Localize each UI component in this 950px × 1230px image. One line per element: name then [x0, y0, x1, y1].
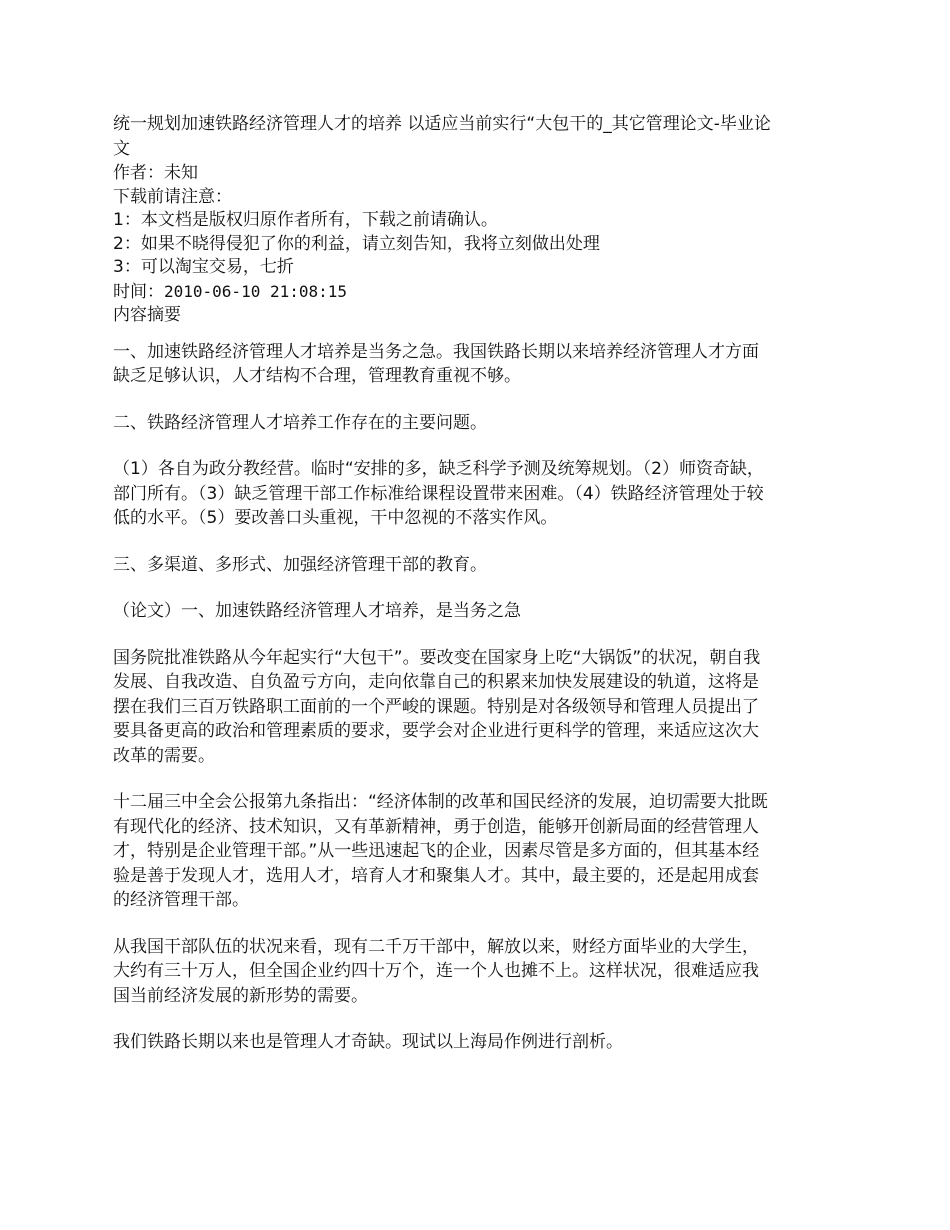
time-label: 时间： [113, 281, 164, 302]
note-line-1: 1：本文档是版权归原作者所有，下载之前请确认。 [113, 210, 498, 230]
paragraph-6: 国务院批准铁路从今年起实行“大包干”。要改变在国家身上吃“大锅饭”的状况，朝自我发展、自我改造、自负盈亏方向，走向依靠自己的积累来加快发展建设的轨道，这将是摆在我们三百万铁路职工面前的一个严峻的课题。特别是对各级领导和管理人员提出了要具备更高的政治和管理素质的要求，要学会对企业进行更科学的管理，来适应这次大改革的需要。 [113, 647, 761, 766]
author-line: 作者：未知 [113, 163, 198, 183]
paragraph-1: 一、加速铁路经济管理人才培养是当务之急。我国铁路长期以来培养经济管理人才方面缺乏足够认识，人才结构不合理，管理教育重视不够。 [113, 341, 759, 386]
paragraph-8: 从我国干部队伍的状况来看，现有二千万干部中，解放以来，财经方面毕业的大学生，大约有三十万人，但全国企业约四十万个，连一个人也摊不上。这样状况，很难适应我国当前经济发展的新形势的需要。 [113, 936, 759, 1006]
document-title: 统一规划加速铁路经济管理人才的培养 以适应当前实行“大包干的_其它管理论文-毕业论文 [113, 114, 771, 159]
document-page [113, 112, 773, 1055]
paragraph-9: 我们铁路长期以来也是管理人才奇缺。现试以上海局作例进行剖析。 [113, 1032, 623, 1052]
paragraph-2: 二、铁路经济管理人才培养工作存在的主要问题。 [113, 412, 487, 433]
time-value: 2010-06-10 21:08:15 [164, 281, 348, 301]
note-line-3: 3：可以淘宝交易，七折 [113, 257, 294, 277]
time-line [113, 280, 773, 305]
download-note-header: 下载前请注意： [113, 186, 232, 207]
summary-label: 内容摘要 [113, 305, 181, 325]
paragraph-4: 三、多渠道、多形式、加强经济管理干部的教育。 [113, 554, 487, 575]
paragraph-5: （论文）一、加速铁路经济管理人才培养，是当务之急 [113, 601, 521, 621]
paragraph-3: （1）各自为政分教经营。临时“安排的多，缺乏科学予测及统筹规划。（2）师资奇缺，部门所有。（3）缺乏管理干部工作标准给课程设置带来困难。（4）铁路经济管理处于较低的水平。（5）要改善口头重视，干中忽视的不落实作风。 [113, 459, 764, 528]
note-line-2: 2：如果不晓得侵犯了你的利益，请立刻告知，我将立刻做出处理 [113, 233, 600, 254]
paragraph-7: 十二届三中全会公报第九条指出：“经济体制的改革和国民经济的发展，迫切需要大批既有现代化的经济、技术知识，又有革新精神，勇于创造，能够开创新局面的经营管理人才，特别是企业管理干部。”从一些迅速起飞的企业，因素尽管是多方面的，但其基本经验是善于发现人才，选用人才，培育人才和聚集人才。其中，最主要的，还是起用成套的经济管理干部。 [113, 792, 768, 910]
